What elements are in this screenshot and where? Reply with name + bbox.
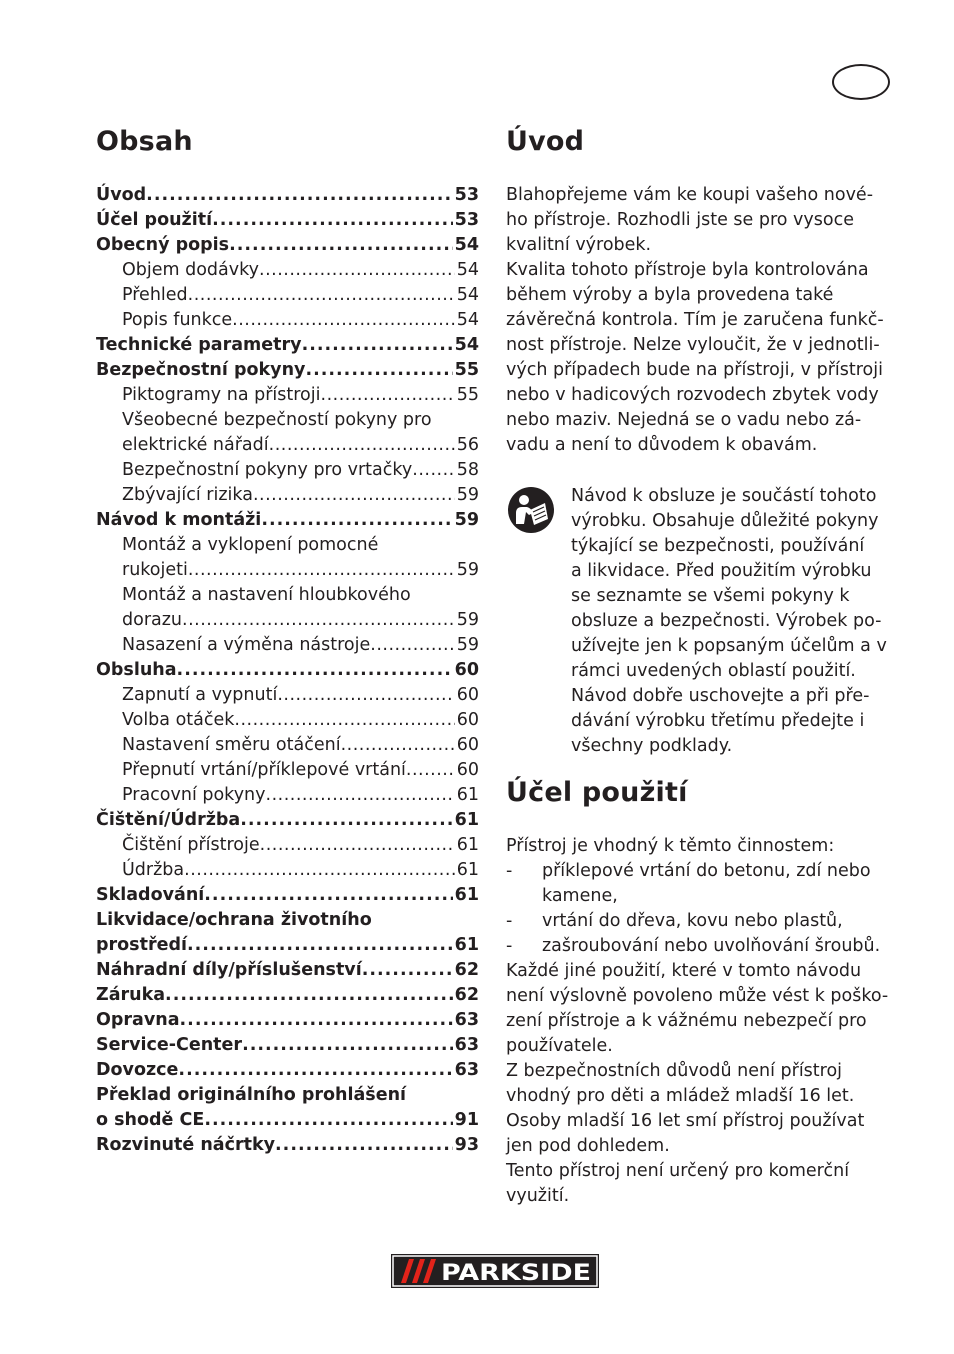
manual-note [571, 484, 893, 759]
toc-leader-dots [341, 733, 455, 758]
toc-entry-page: 61 [454, 810, 479, 830]
purpose-line: Tento přístroj není určený pro komerční [506, 1161, 850, 1181]
toc-entry [96, 808, 479, 833]
toc-entry-label: Úvod [96, 185, 147, 205]
intro-line: nebo maziv. Nejedná se o vadu nebo zá- [506, 410, 862, 430]
toc-leader-dots [188, 283, 455, 308]
list-item: - zašroubování nebo uvolňování šroubů. [506, 934, 891, 959]
toc-entry [96, 433, 479, 458]
toc-entry-label: Service-Center [96, 1035, 243, 1055]
toc-leader-dots [204, 1108, 452, 1133]
toc-entry-page: 54 [456, 260, 479, 280]
toc-entry [96, 708, 479, 733]
toc-entry-page: 93 [454, 1135, 479, 1155]
toc-entry-page: 55 [456, 385, 479, 405]
toc-leader-dots [178, 1058, 452, 1083]
toc-entry-label: Čištění/Údržba [96, 810, 241, 830]
toc-leader-dots [204, 883, 452, 908]
toc-entry-label: Překlad originálního prohlášení [96, 1085, 407, 1105]
toc-entry-label: Náhradní díly/příslušenství [96, 960, 362, 980]
toc-entry-page: 61 [454, 935, 479, 955]
toc-entry-label: Objem dodávky [122, 260, 259, 280]
toc-entry [96, 908, 479, 933]
toc-leader-dots [146, 183, 452, 208]
purpose-line: Osoby mladší 16 let smí přístroj používat [506, 1111, 865, 1131]
toc-leader-dots [266, 783, 455, 808]
toc-entry-label: Účel použití [96, 210, 213, 230]
toc-entry-label: Likvidace/ochrana životního [96, 910, 372, 930]
toc-entry-page: 63 [454, 1035, 479, 1055]
note-line: a likvidace. Před použitím výrobku [571, 561, 872, 581]
toc-leader-dots [187, 933, 453, 958]
toc-entry-page: 61 [456, 785, 479, 805]
purpose-line: není výslovně povoleno může vést k poško- [506, 986, 889, 1006]
logo-text: PARKSIDE [441, 1261, 591, 1286]
note-line: Návod dobře uschovejte a při pře- [571, 686, 870, 706]
toc-entry-label: Zapnutí a vypnutí [122, 685, 278, 705]
toc-leader-dots [234, 708, 454, 733]
read-manual-icon [507, 486, 555, 534]
toc-entry [96, 783, 479, 808]
toc-entry-page: 60 [456, 760, 479, 780]
toc-entry [96, 508, 479, 533]
purpose-title: Účel použití [506, 777, 688, 808]
toc-entry-page: 55 [454, 360, 479, 380]
toc-leader-dots [370, 633, 454, 658]
intro-text [506, 183, 891, 458]
toc-entry [96, 258, 479, 283]
toc-entry [96, 633, 479, 658]
intro-line: Blahopřejeme vám ke koupi vašeho nové- [506, 185, 874, 205]
toc-entry [96, 358, 479, 383]
language-badge [832, 64, 890, 100]
purpose-text [506, 834, 891, 1209]
toc-entry-label: Dovozce [96, 1060, 179, 1080]
toc-entry [96, 858, 479, 883]
toc-entry-label: Záruka [96, 985, 166, 1005]
note-line: všechny podklady. [571, 736, 733, 756]
intro-line: vadu a není to důvodem k obavám. [506, 435, 818, 455]
toc-entry [96, 733, 479, 758]
toc-entry-page: 59 [454, 510, 479, 530]
toc-entry [96, 933, 479, 958]
toc-entry-label: Popis funkce [122, 310, 233, 330]
toc-entry [96, 483, 479, 508]
toc-entry [96, 1083, 479, 1108]
toc-entry [96, 883, 479, 908]
toc-entry-page: 60 [456, 735, 479, 755]
toc-entry-page: 59 [456, 635, 479, 655]
intro-line: závěrečná kontrola. Tím je zaručena funkč- [506, 310, 884, 330]
toc-entry-page: 54 [454, 235, 479, 255]
toc-entry-page: 61 [454, 885, 479, 905]
toc-entry-label: Bezpečnostní pokyny [96, 360, 306, 380]
note-line: se seznamte se všemi pokyny k [571, 586, 850, 606]
toc-entry-page: 63 [454, 1010, 479, 1030]
toc-entry [96, 583, 479, 608]
toc-leader-dots [232, 308, 455, 333]
toc-entry [96, 958, 479, 983]
toc-entry-label: Skladování [96, 885, 205, 905]
toc-leader-dots [305, 358, 452, 383]
list-item: - příklepové vrtání do betonu, zdí nebo kamene, [506, 859, 891, 909]
toc-entry-label: Montáž a nastavení hloubkového [122, 585, 411, 605]
toc-leader-dots [212, 208, 453, 233]
toc-entry-label: Zbývající rizika [122, 485, 253, 505]
toc-leader-dots [177, 658, 453, 683]
toc-entry-page: 61 [456, 860, 479, 880]
toc-leader-dots [277, 683, 454, 708]
toc-entry-label: Obsluha [96, 660, 177, 680]
toc-leader-dots [321, 383, 455, 408]
toc-entry-page: 59 [456, 610, 479, 630]
toc-entry-page: 60 [456, 685, 479, 705]
toc-leader-dots [180, 1008, 453, 1033]
toc-entry [96, 333, 479, 358]
toc-leader-dots [259, 258, 455, 283]
purpose-list [506, 859, 891, 959]
toc-entry [96, 608, 479, 633]
table-of-contents [96, 183, 479, 1158]
intro-line: Kvalita tohoto přístroje byla kontrolována [506, 260, 869, 280]
toc-entry-label: Volba otáček [122, 710, 235, 730]
toc-leader-dots [275, 1133, 453, 1158]
toc-leader-dots [269, 433, 455, 458]
toc-entry-label: Údržba [122, 860, 185, 880]
note-line: Návod k obsluze je součástí tohoto [571, 486, 877, 506]
note-line: dávání výrobku třetímu předejte i [571, 711, 865, 731]
toc-entry [96, 1008, 479, 1033]
intro-line: nebo v hadicových rozvodech zbytek vody [506, 385, 879, 405]
note-line: obsluze a bezpečnosti. Výrobek po- [571, 611, 882, 631]
note-line: rámci uvedených oblastí použití. [571, 661, 856, 681]
toc-entry-page: 62 [454, 985, 479, 1005]
purpose-line: využití. [506, 1186, 570, 1206]
purpose-line: zení přístroje a k vážnému nebezpečí pro [506, 1011, 867, 1031]
toc-leader-dots [302, 333, 453, 358]
toc-entry-page: 61 [456, 835, 479, 855]
parkside-logo [391, 1254, 599, 1288]
toc-entry [96, 558, 479, 583]
toc-entry [96, 683, 479, 708]
toc-leader-dots [412, 458, 454, 483]
toc-entry-page: 62 [454, 960, 479, 980]
toc-entry-label: o shodě CE [96, 1110, 205, 1130]
toc-entry [96, 383, 479, 408]
intro-line: vých případech bude na přístroji, v přístroji [506, 360, 883, 380]
toc-entry-label: dorazu [122, 610, 183, 630]
toc-entry-page: 54 [454, 335, 479, 355]
toc-entry [96, 758, 479, 783]
toc-entry [96, 458, 479, 483]
purpose-line: vhodný pro děti a mládež mladší 16 let. [506, 1086, 855, 1106]
toc-leader-dots [184, 858, 455, 883]
toc-entry-page: 58 [456, 460, 479, 480]
toc-entry [96, 658, 479, 683]
toc-entry-label: Návod k montáži [96, 510, 262, 530]
toc-entry-label: prostředí [96, 935, 187, 955]
purpose-line: Každé jiné použití, které v tomto návodu [506, 961, 862, 981]
toc-entry-label: Pracovní pokyny [122, 785, 266, 805]
toc-entry-label: rukojeti [122, 560, 188, 580]
note-line: výrobku. Obsahuje důležité pokyny [571, 511, 879, 531]
intro-line: ho přístroje. Rozhodli jste se pro vysoce [506, 210, 854, 230]
purpose-lead: Přístroj je vhodný k těmto činnostem: [506, 836, 835, 856]
toc-leader-dots [165, 983, 453, 1008]
purpose-line: jen pod dohledem. [506, 1136, 670, 1156]
toc-entry [96, 283, 479, 308]
toc-leader-dots [240, 808, 452, 833]
toc-entry-label: Obecný popis [96, 235, 230, 255]
toc-entry-page: 91 [454, 1110, 479, 1130]
toc-entry-label: Montáž a vyklopení pomocné [122, 535, 379, 555]
toc-entry-label: Přehled [122, 285, 188, 305]
toc-entry-page: 63 [454, 1060, 479, 1080]
intro-line: nost přístroje. Nelze vyloučit, že v jednotli- [506, 335, 880, 355]
toc-entry-page: 53 [454, 185, 479, 205]
intro-title: Úvod [506, 126, 585, 157]
toc-entry [96, 533, 479, 558]
toc-entry-label: Piktogramy na přístroji [122, 385, 321, 405]
toc-entry-label: Přepnutí vrtání/příklepové vrtání [122, 760, 406, 780]
toc-entry [96, 983, 479, 1008]
toc-entry-label: Čištění přístroje [122, 835, 260, 855]
toc-entry-page: 59 [456, 485, 479, 505]
toc-entry [96, 1133, 479, 1158]
purpose-line: používatele. [506, 1036, 613, 1056]
toc-entry-page: 56 [456, 435, 479, 455]
toc-entry [96, 1108, 479, 1133]
toc-entry-page: 54 [456, 310, 479, 330]
toc-leader-dots [261, 508, 452, 533]
toc-entry [96, 208, 479, 233]
toc-entry-label: elektrické nářadí [122, 435, 269, 455]
toc-entry-label: Všeobecné bezpečností pokyny pro [122, 410, 432, 430]
toc-entry-page: 60 [454, 660, 479, 680]
purpose-line: Z bezpečnostních důvodů není přístroj [506, 1061, 843, 1081]
toc-leader-dots [182, 608, 455, 633]
toc-title: Obsah [96, 126, 193, 157]
toc-entry-page: 54 [456, 285, 479, 305]
note-line: týkající se bezpečnosti, používání [571, 536, 865, 556]
intro-line: kvalitní výrobek. [506, 235, 652, 255]
toc-entry [96, 233, 479, 258]
toc-entry [96, 183, 479, 208]
toc-entry-label: Nastavení směru otáčení [122, 735, 341, 755]
toc-entry-page: 59 [456, 560, 479, 580]
toc-entry-label: Opravna [96, 1010, 180, 1030]
toc-leader-dots [260, 833, 455, 858]
toc-leader-dots [229, 233, 453, 258]
toc-leader-dots [253, 483, 455, 508]
toc-entry-label: Nasazení a výměna nástroje [122, 635, 371, 655]
toc-entry-label: Rozvinuté náčrtky [96, 1135, 276, 1155]
toc-entry-label: Technické parametry [96, 335, 302, 355]
toc-entry-label: Bezpečnostní pokyny pro vrtačky [122, 460, 413, 480]
toc-entry [96, 308, 479, 333]
toc-entry [96, 833, 479, 858]
list-item: - vrtání do dřeva, kovu nebo plastů, [506, 909, 891, 934]
note-line: užívejte jen k popsaným účelům a v [571, 636, 887, 656]
intro-line: během výroby a byla provedena také [506, 285, 834, 305]
toc-leader-dots [242, 1033, 453, 1058]
toc-leader-dots [406, 758, 455, 783]
toc-entry-page: 60 [456, 710, 479, 730]
toc-leader-dots [362, 958, 453, 983]
toc-entry [96, 408, 479, 433]
toc-leader-dots [188, 558, 455, 583]
toc-entry-page: 53 [454, 210, 479, 230]
toc-entry [96, 1033, 479, 1058]
toc-entry [96, 1058, 479, 1083]
